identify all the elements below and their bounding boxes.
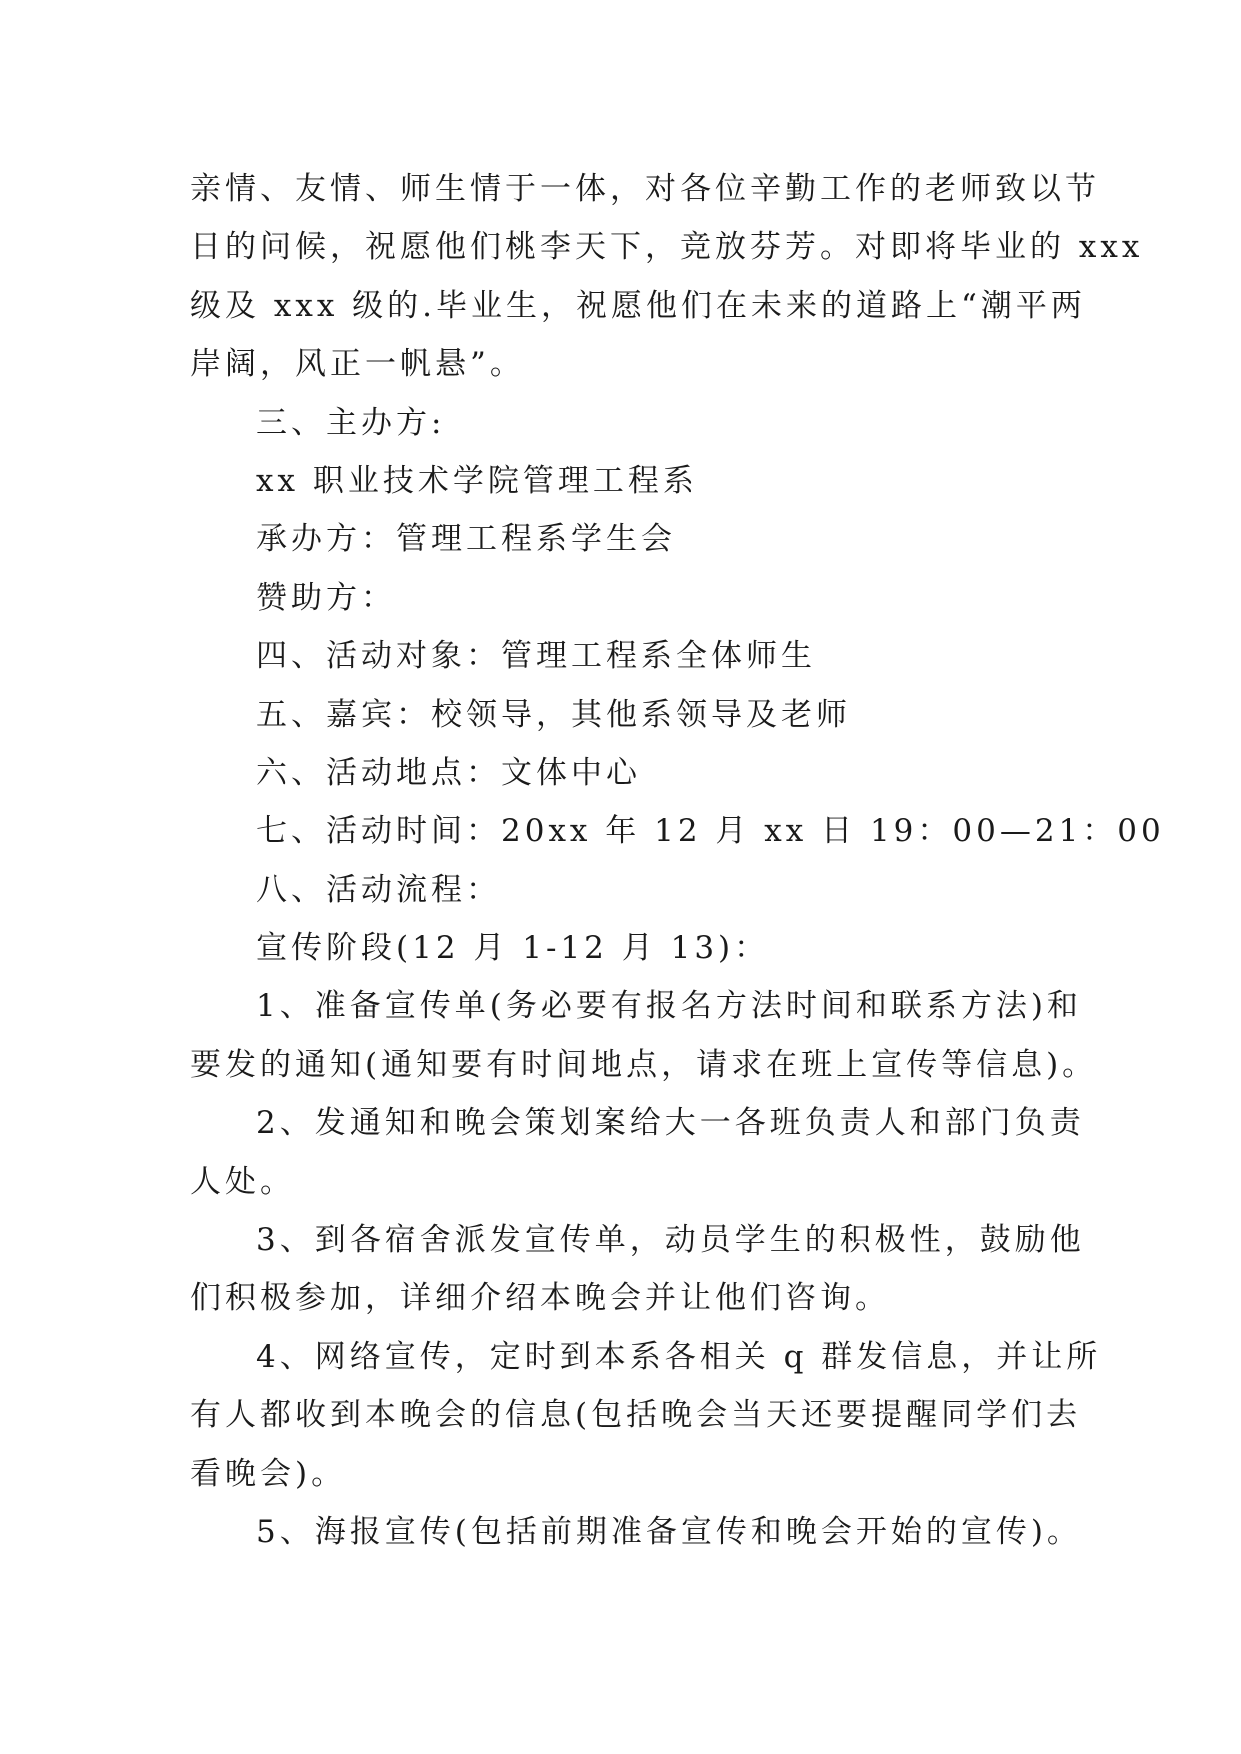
paragraph-line: 岸阔，风正一帆悬”。 [190, 346, 525, 383]
list-item-line: 5、海报宣传(包括前期准备宣传和晚会开始的宣传)。 [256, 1513, 1082, 1550]
list-item-line: 4、网络宣传，定时到本系各相关 q 群发信息，并让所 [256, 1338, 1102, 1375]
section-heading-audience: 四、活动对象：管理工程系全体师生 [256, 638, 816, 675]
paragraph-line: 赞助方： [256, 579, 396, 616]
paragraph-line: 承办方：管理工程系学生会 [256, 521, 676, 558]
paragraph-line: 宣传阶段(12 月 1-12 月 13)： [256, 930, 770, 967]
paragraph-line: 要发的通知(通知要有时间地点，请求在班上宣传等信息)。 [190, 1046, 1098, 1083]
section-heading-organizer: 三、主办方: [256, 404, 446, 441]
document-body [190, 160, 1165, 1561]
paragraph-line: 级及 xxx 级的.毕业生，祝愿他们在未来的道路上“潮平两 [190, 287, 1086, 324]
paragraph-line: 日的问候，祝愿他们桃李天下，竞放芬芳。对即将毕业的 xxx [190, 229, 1144, 266]
section-heading-guests: 五、嘉宾：校领导，其他系领导及老师 [256, 696, 851, 733]
paragraph-line: 人处。 [190, 1163, 295, 1200]
paragraph-line: 看晚会)。 [190, 1455, 347, 1492]
list-item-line: 2、发通知和晚会策划案给大一各班负责人和部门负责 [256, 1105, 1085, 1142]
paragraph-line: 有人都收到本晚会的信息(包括晚会当天还要提醒同学们去 [190, 1397, 1082, 1434]
section-heading-process: 八、活动流程： [256, 871, 501, 908]
paragraph-line: 们积极参加，详细介绍本晚会并让他们咨询。 [190, 1280, 890, 1317]
paragraph-line: 亲情、友情、师生情于一体，对各位辛勤工作的老师致以节 [190, 171, 1100, 207]
section-heading-venue: 六、活动地点：文体中心 [256, 754, 641, 791]
list-item-line: 3、到各宿舍派发宣传单，动员学生的积极性，鼓励他 [256, 1222, 1085, 1259]
paragraph-line: xx 职业技术学院管理工程系 [256, 462, 698, 499]
list-item-line: 1、准备宣传单(务必要有报名方法时间和联系方法)和 [256, 988, 1082, 1025]
section-heading-time: 七、活动时间：20xx 年 12 月 xx 日 19：00—21：00 [256, 813, 1165, 850]
